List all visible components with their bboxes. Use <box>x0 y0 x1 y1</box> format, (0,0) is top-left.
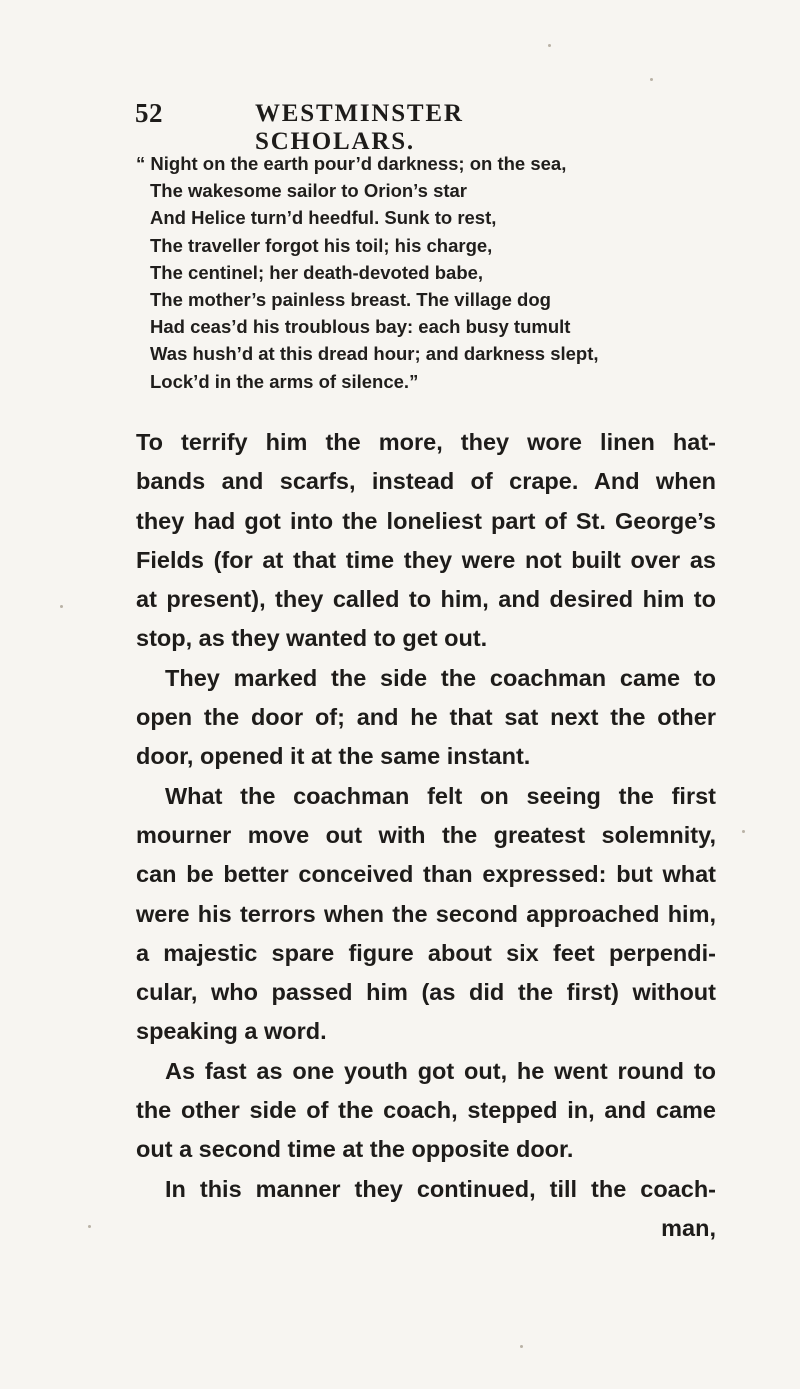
running-title: WESTMINSTER SCHOLARS. <box>255 100 464 155</box>
verse-line: Had ceas’d his troublous bay: each busy tumult <box>150 316 571 338</box>
text-line: stop, as they wanted to get out. <box>136 625 488 652</box>
running-head <box>135 98 625 155</box>
paper-speck <box>548 44 551 47</box>
verse-line: “ Night on the earth pour’d darkness; on the sea, <box>136 153 567 174</box>
text-line: To terrify him the more, they wore linen hat- <box>136 429 716 455</box>
text-line: they had got into the loneliest part of St. George’s <box>136 507 716 534</box>
text-line: the other side of the coach, stepped in, and came <box>136 1097 716 1124</box>
verse-line: The wakesome sailor to Orion’s star <box>150 180 468 202</box>
text-line: were his terrors when the second approached him, <box>136 900 716 927</box>
paper-speck <box>520 1345 523 1348</box>
text-line: Fields (for at that time they were not built over as <box>136 546 716 573</box>
paper-speck <box>742 830 745 833</box>
text-line: What the coachman felt on seeing the first <box>165 782 716 809</box>
verse-line: Was hush’d at this dread hour; and darkness slept, <box>150 343 599 365</box>
verse-quotation <box>136 150 690 395</box>
text-line: bands and scarfs, instead of crape. And when <box>136 468 716 495</box>
verse-line: Lock’d in the arms of silence.” <box>150 370 419 392</box>
text-line: can be better conceived than expressed: but what <box>136 861 716 888</box>
text-line: out a second time at the opposite door. <box>136 1136 574 1163</box>
catchword: man, <box>661 1214 716 1241</box>
paper-speck <box>60 605 63 608</box>
body-text <box>136 423 716 1248</box>
paper-speck <box>88 1225 91 1228</box>
text-line: door, opened it at the same instant. <box>136 743 531 770</box>
text-line: cular, who passed him (as did the first) without <box>136 979 716 1006</box>
text-line: As fast as one youth got out, he went round to <box>165 1057 716 1084</box>
paper-speck <box>650 78 653 81</box>
verse-line: The mother’s painless breast. The village dog <box>150 289 551 311</box>
text-line: a majestic spare figure about six feet perpendi- <box>136 939 716 966</box>
text-line: open the door of; and he that sat next the other <box>136 704 716 731</box>
verse-line: The centinel; her death-devoted babe, <box>150 261 484 283</box>
page-number: 52 <box>135 98 163 128</box>
text-line: They marked the side the coachman came to <box>165 664 716 691</box>
text-line: In this manner they continued, till the coach- <box>165 1175 716 1202</box>
text-line: mourner move out with the greatest solemnity, <box>136 821 716 848</box>
verse-line: The traveller forgot his toil; his charge, <box>150 234 493 256</box>
text-line: speaking a word. <box>136 1018 327 1045</box>
text-line: at present), they called to him, and desired him to <box>136 586 716 613</box>
verse-line: And Helice turn’d heedful. Sunk to rest, <box>150 207 497 229</box>
